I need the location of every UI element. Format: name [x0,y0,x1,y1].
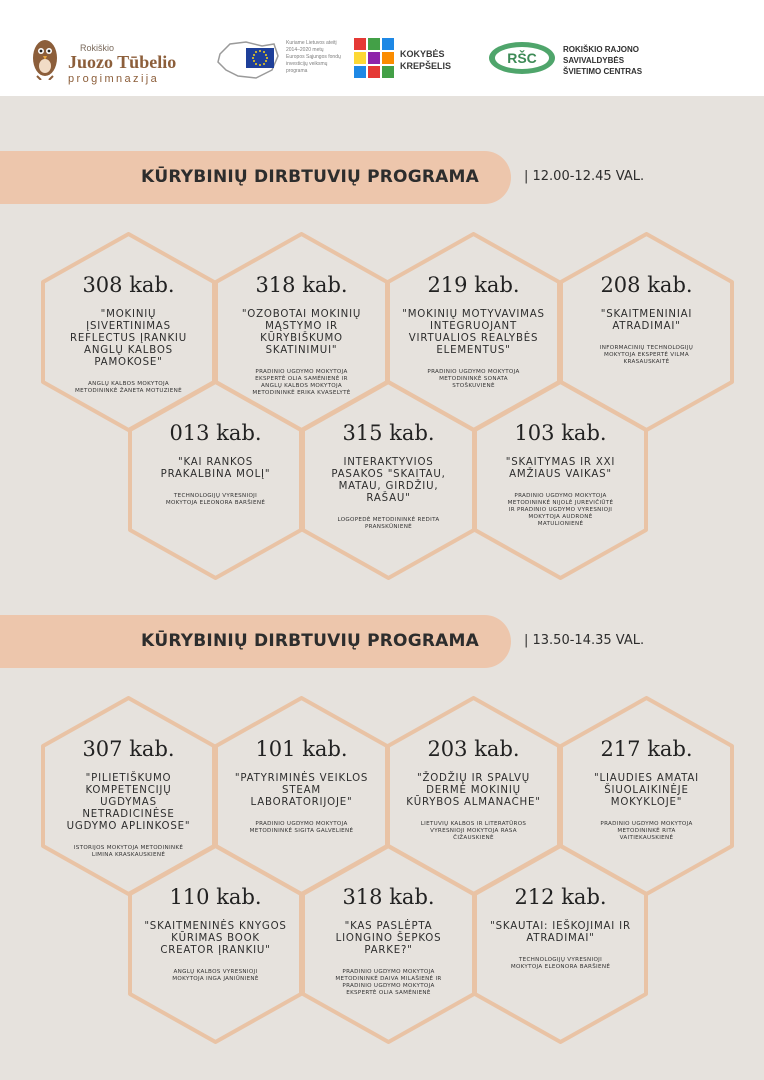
workshop-hex [473,380,648,580]
session-1-banner [0,151,511,204]
workshop-teacher: PRADINIO UGDYMO MOKYTOJA METODININKĖ NIJOLĖ JUREVIČIŪTĖ IR PRADINIO UGDYMO VYRESNIOJI MOKYTOJA AUDRONĖ MATULIONIENĖ [507,493,614,527]
rsc-badge-text: RŠC [507,50,537,66]
workshop-teacher: LOGOPEDĖ METODININKĖ REDITA PRANSKŪNIENĖ [337,517,440,530]
session-2-banner [0,615,511,668]
kokybes-krepselis-text [400,48,451,72]
kokybes-krepselis-logo [352,36,472,86]
session-2-time: | 13.50-14.35 VAL. [524,633,645,648]
workshop-teacher: INFORMACINIŲ TECHNOLOGIJŲ MOKYTOJA EKSPERTĖ VILMA KRASAUSKAITĖ [599,345,694,365]
workshop-hex [128,844,303,1044]
workshop-title: "SKAUTAI: IEŠKOJIMAI IR ATRADIMAI" [490,921,631,944]
session-2-title: KŪRYBINIŲ DIRBTUVIŲ PROGRAMA [141,631,479,651]
school-logo [28,34,198,84]
room-number: 212 kab. [514,885,607,909]
workshop-title: "MOKINIŲ MOTYVAVIMAS INTEGRUOJANT VIRTUALIOS REALYBĖS ELEMENTUS" [402,309,545,356]
workshop-teacher: ANGLŲ KALBOS MOKYTOJA METODININKĖ ŽANETA MOTUZIENĖ [75,381,182,394]
workshop-teacher: PRADINIO UGDYMO MOKYTOJA METODININKĖ SONATA STOŠKUVIENĖ [427,369,520,389]
workshop-teacher: TECHNOLOGIJŲ VYRESNIOJI MOKYTOJA ELEONORA BARŠIENĖ [165,493,266,506]
workshop-teacher: PRADINIO UGDYMO MOKYTOJA METODININKĖ SIGITA GALVELIENĖ [249,821,354,834]
workshop-teacher: PRADINIO UGDYMO MOKYTOJA METODININKĖ DAIVA MILAŠIENĖ IR PRADINIO UGDYMO MOKYTOJA EKSPERTĖ OLIA SAMĖNIENĖ [335,969,442,996]
room-number: 101 kab. [255,737,348,761]
kokybes-line-2: KREPŠELIS [400,61,452,71]
workshop-teacher: TECHNOLOGIJŲ VYRESNIOJI MOKYTOJA ELEONORA BARŠIENĖ [510,957,611,970]
workshop-hex [473,844,648,1044]
workshop-teacher: ISTORIJOS MOKYTOJA METODININKĖ LIMINA KRASKAUSKIENĖ [73,845,184,858]
workshop-title: "SKAITMENINIAI ATRADIMAI" [600,309,693,332]
workshop-hex [301,844,476,1044]
kokybes-line-1: KOKYBĖS [400,49,445,59]
room-number: 208 kab. [600,273,693,297]
workshop-title: "OZOBOTAI MOKINIŲ MĄSTYMO IR KŪRYBIŠKUMO SKATINIMUI" [241,309,362,356]
workshop-title: "ŽODŽIŲ IR SPALVŲ DERMĖ MOKINIŲ KŪRYBOS ALMANACHE" [406,773,541,808]
school-logo-small: Rokiškio [80,43,115,53]
school-logo-sub: progimnazija [68,73,160,85]
eu-funds-text: Kuriame Lietuvos ateitį 2014–2020 metų Europos Sąjungos fondų investicijų veiksmų programa [286,40,341,74]
school-logo-name: Juozo Tūbelio [68,52,177,72]
room-number: 308 kab. [82,273,175,297]
workshop-teacher: ANGLŲ KALBOS VYRESNIOJI MOKYTOJA INGA JANIŪNIENĖ [172,969,259,982]
workshop-title: "MOKINIŲ ĮSIVERTINIMAS REFLECTUS ĮRANKIU ANGLŲ KALBOS PAMOKOSE" [70,309,187,368]
rsc-badge-icon [487,40,557,76]
workshop-title: "KAI RANKOS PRAKALBINA MOLĮ" [160,457,271,480]
header-logos [0,0,764,96]
lithuania-map-eu-flag-icon [216,38,282,82]
room-number: 110 kab. [169,885,262,909]
room-number: 219 kab. [427,273,520,297]
workshop-title: "SKAITYMAS IR XXI AMŽIAUS VAIKAS" [505,457,616,480]
rsc-line-3: ŠVIETIMO CENTRAS [563,67,643,76]
workshop-title: "SKAITMENINĖS KNYGOS KŪRIMAS BOOK CREATOR ĮRANKIU" [144,921,287,956]
eu-funds-logo [216,38,341,82]
session-1-title: KŪRYBINIŲ DIRBTUVIŲ PROGRAMA [141,167,479,187]
workshop-hex [128,380,303,580]
room-number: 203 kab. [427,737,520,761]
workshop-title: INTERAKTYVIOS PASAKOS "SKAITAU, MATAU, GIRDŽIU, RAŠAU" [331,457,446,504]
room-number: 103 kab. [514,421,607,445]
room-number: 318 kab. [342,885,435,909]
puzzle-pieces-icon [352,36,396,82]
session-1-time: | 12.00-12.45 VAL. [524,169,645,184]
workshop-teacher: PRADINIO UGDYMO MOKYTOJA EKSPERTĖ OLIA SAMĖNIENĖ IR ANGLŲ KALBOS MOKYTOJA METODININKĖ ERIKA KVASELYTĖ [252,369,351,396]
workshop-title: "LIAUDIES AMATAI ŠIUOLAIKINĖJE MOKYKLOJE" [594,773,699,808]
workshop-title: "KAS PASLĖPTA LIONGINO ŠEPKOS PARKE?" [335,921,442,956]
room-number: 315 kab. [342,421,435,445]
rsc-line-2: SAVIVALDYBĖS [563,56,625,65]
room-number: 217 kab. [600,737,693,761]
workshop-teacher: PRADINIO UGDYMO MOKYTOJA METODININKĖ RITA VAITIEKAUSKIENĖ [600,821,693,841]
school-mascot-icon [28,36,62,80]
room-number: 013 kab. [169,421,262,445]
room-number: 318 kab. [255,273,348,297]
workshop-title: "PATYRIMINĖS VEIKLOS STEAM LABORATORIJOJE" [234,773,369,808]
rsc-line-1: ROKIŠKIO RAJONO [563,45,640,54]
rsc-logo [487,40,647,80]
rsc-text [563,44,642,77]
workshop-teacher: LIETUVIŲ KALBOS IR LITERATŪROS VYRESNIOJI MOKYTOJA RASA ČIŽAUSKIENĖ [420,821,527,841]
workshop-title: "PILIETIŠKUMO KOMPETENCIJŲ UGDYMAS NETRADICINĖSE UGDYMO APLINKOSE" [66,773,191,832]
workshop-hex [301,380,476,580]
room-number: 307 kab. [82,737,175,761]
